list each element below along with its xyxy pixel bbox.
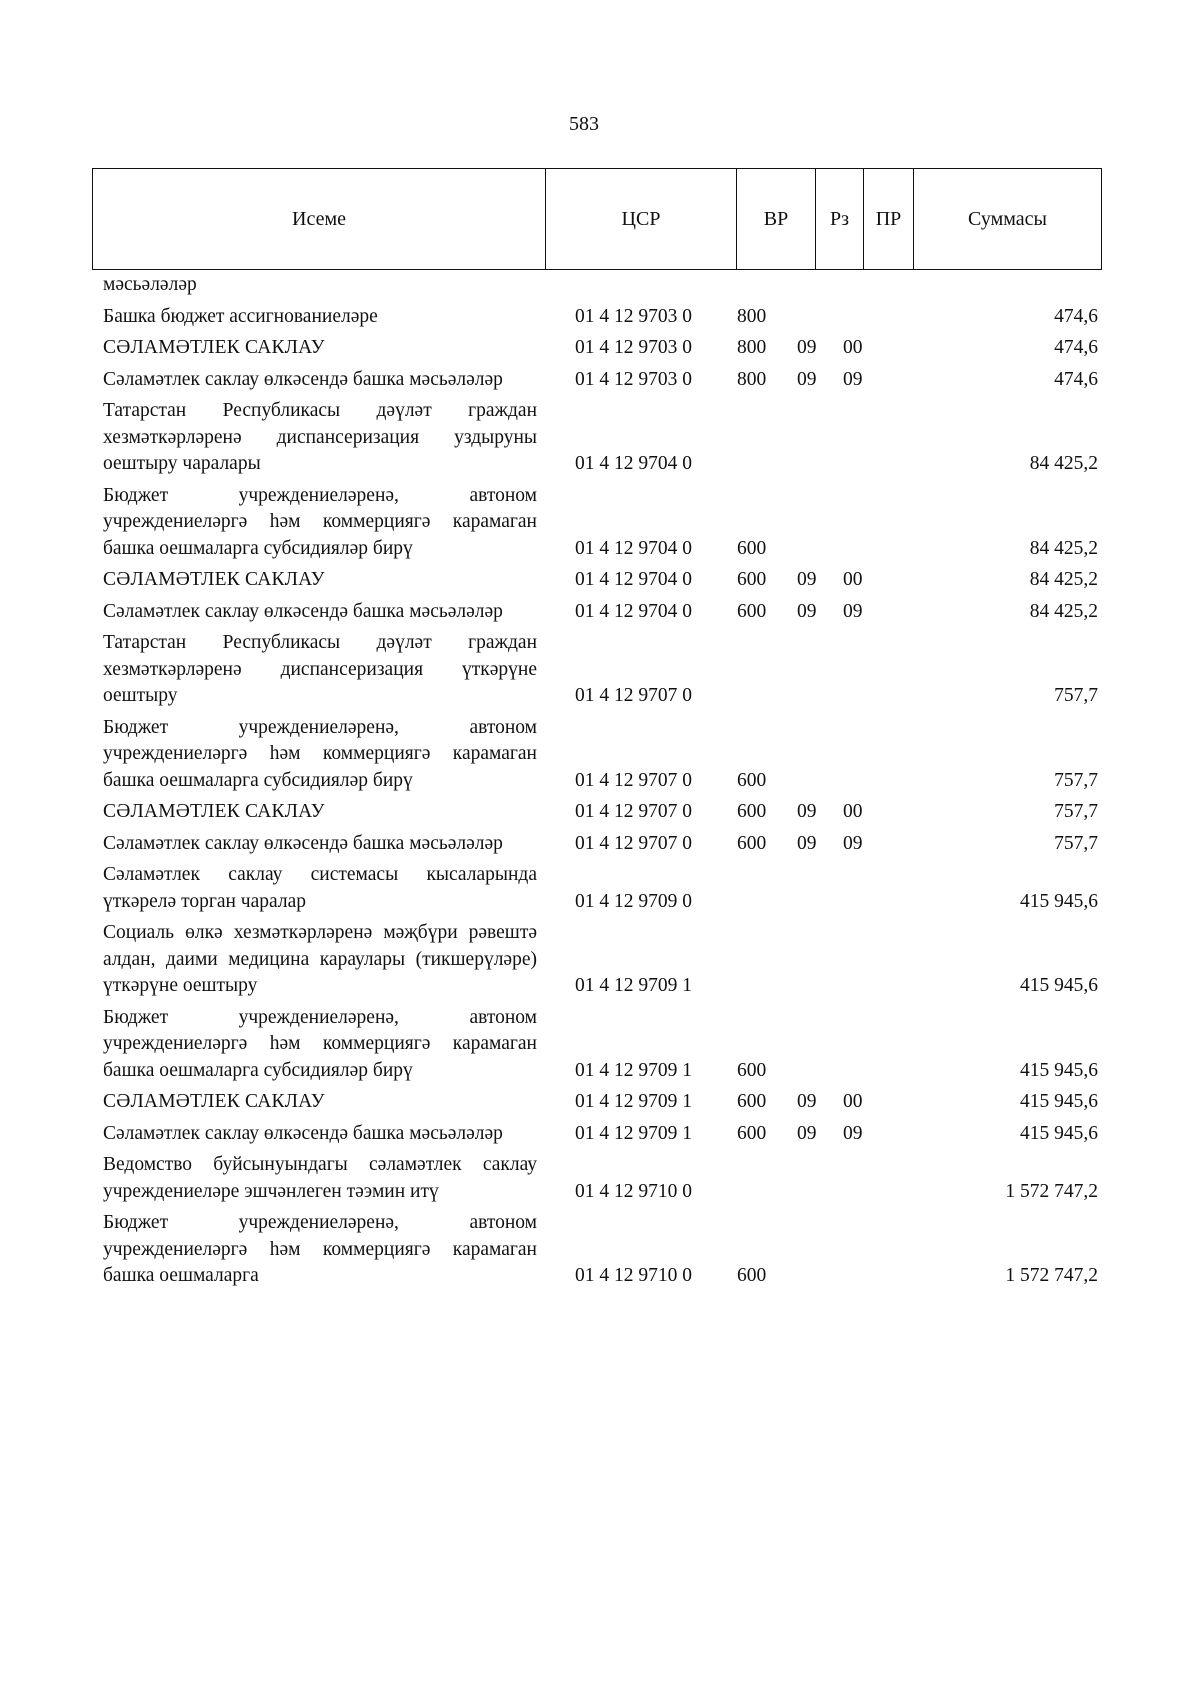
row-vr: 600 bbox=[737, 832, 767, 854]
row-rz: 09 bbox=[797, 1091, 817, 1112]
table-row bbox=[103, 715, 1098, 795]
row-name: Бюджет учреждениеләренә, автоном учреждениеләргә һәм коммерциягә карамаган башка оешмаларга bbox=[103, 1212, 537, 1286]
row-csr: 01 4 12 9709 1 bbox=[575, 1059, 692, 1081]
table-row bbox=[103, 1089, 1098, 1116]
row-vr: 600 bbox=[737, 1059, 767, 1081]
column-header-vr: ВР bbox=[737, 169, 816, 269]
row-sum: 757,7 bbox=[1054, 685, 1098, 706]
row-rz: 09 bbox=[797, 600, 817, 622]
row-sum: 474,6 bbox=[1054, 368, 1098, 390]
row-name: СӘЛАМӘТЛЕК САКЛАУ bbox=[103, 1091, 325, 1112]
row-name: СӘЛАМӘТЛЕК САКЛАУ bbox=[103, 801, 325, 822]
table-row bbox=[103, 1121, 1098, 1148]
row-rz: 09 bbox=[797, 368, 817, 390]
row-sum: 415 945,6 bbox=[1020, 890, 1098, 912]
row-csr: 01 4 12 9710 0 bbox=[575, 1180, 692, 1202]
row-name: Ведомство буйсынуындагы сәламәтлек саклау учреждениеләре эшчәнлеген тәэмин итү bbox=[103, 1154, 537, 1202]
table-row bbox=[103, 920, 1098, 1000]
row-name: СӘЛАМӘТЛЕК САКЛАУ bbox=[103, 337, 325, 358]
row-csr: 01 4 12 9709 1 bbox=[575, 1091, 692, 1112]
row-csr: 01 4 12 9704 0 bbox=[575, 600, 692, 622]
table-body bbox=[103, 272, 1098, 1295]
row-csr: 01 4 12 9703 0 bbox=[575, 337, 692, 358]
row-csr: 01 4 12 9704 0 bbox=[575, 537, 692, 559]
row-sum: 415 945,6 bbox=[1020, 1059, 1098, 1081]
row-vr: 800 bbox=[737, 368, 767, 390]
row-rz: 09 bbox=[797, 801, 817, 822]
row-name: Сәламәтлек саклау өлкәсендә башка мәсьәләләр bbox=[103, 832, 503, 854]
row-name: Татарстан Республикасы дәүләт граждан хезмәткәрләренә диспансеризация уздыруны оештыру чаралары bbox=[103, 400, 537, 474]
row-vr: 600 bbox=[737, 600, 767, 622]
row-csr: 01 4 12 9709 0 bbox=[575, 890, 692, 912]
row-sum: 415 945,6 bbox=[1020, 1122, 1098, 1144]
row-pr: 00 bbox=[843, 337, 863, 358]
row-csr: 01 4 12 9707 0 bbox=[575, 801, 692, 822]
table-row bbox=[103, 272, 1098, 299]
row-csr: 01 4 12 9710 0 bbox=[575, 1265, 692, 1286]
row-sum: 1 572 747,2 bbox=[1005, 1180, 1098, 1202]
row-rz: 09 bbox=[797, 832, 817, 854]
row-csr: 01 4 12 9704 0 bbox=[575, 453, 692, 474]
table-row bbox=[103, 799, 1098, 826]
row-name: Бюджет учреждениеләренә, автоном учреждениеләргә һәм коммерциягә карамаган башка оешмаларга субсидияләр бирү bbox=[103, 484, 537, 559]
row-vr: 600 bbox=[737, 769, 767, 791]
row-pr: 00 bbox=[843, 569, 863, 590]
row-rz: 09 bbox=[797, 1122, 817, 1144]
row-csr: 01 4 12 9703 0 bbox=[575, 305, 692, 327]
table-row bbox=[103, 1210, 1098, 1290]
row-name: Сәламәтлек саклау өлкәсендә башка мәсьәләләр bbox=[103, 368, 503, 390]
row-name: Социаль өлкә хезмәткәрләренә мәҗбүри рәвештә алдан, даими медицина караулары (тикшерүләре) үткәрүне оештыру bbox=[103, 922, 537, 996]
column-header-pr: ПР bbox=[864, 169, 914, 269]
row-sum: 84 425,2 bbox=[1029, 600, 1098, 622]
row-pr: 09 bbox=[843, 1122, 863, 1144]
row-pr: 00 bbox=[843, 801, 863, 822]
column-header-csr: ЦСР bbox=[546, 169, 737, 269]
table-row bbox=[103, 862, 1098, 915]
row-name: Сәламәтлек саклау өлкәсендә башка мәсьәләләр bbox=[103, 600, 503, 622]
table-row bbox=[103, 630, 1098, 710]
row-sum: 84 425,2 bbox=[1029, 453, 1098, 474]
row-vr: 600 bbox=[737, 569, 767, 590]
row-csr: 01 4 12 9709 1 bbox=[575, 975, 692, 996]
column-header-name: Исеме bbox=[93, 169, 546, 269]
row-csr: 01 4 12 9704 0 bbox=[575, 569, 692, 590]
row-name: СӘЛАМӘТЛЕК САКЛАУ bbox=[103, 569, 325, 590]
table-row bbox=[103, 831, 1098, 858]
table-row bbox=[103, 304, 1098, 331]
row-name: Бюджет учреждениеләренә, автоном учреждениеләргә һәм коммерциягә карамаган башка оешмаларга субсидияләр бирү bbox=[103, 716, 537, 791]
table-header bbox=[92, 168, 1102, 270]
row-pr: 09 bbox=[843, 832, 863, 854]
page-number: 583 bbox=[569, 113, 599, 135]
row-sum: 84 425,2 bbox=[1029, 537, 1098, 559]
column-header-sum: Суммасы bbox=[968, 207, 1047, 230]
row-name: Сәламәтлек саклау өлкәсендә башка мәсьәләләр bbox=[103, 1122, 503, 1144]
row-vr: 800 bbox=[737, 337, 767, 358]
table-row bbox=[103, 1152, 1098, 1205]
row-vr: 600 bbox=[737, 537, 767, 559]
row-sum: 474,6 bbox=[1054, 337, 1098, 358]
row-pr: 09 bbox=[843, 600, 863, 622]
row-vr: 600 bbox=[737, 1122, 767, 1144]
row-csr: 01 4 12 9707 0 bbox=[575, 685, 692, 706]
row-sum: 415 945,6 bbox=[1020, 1091, 1098, 1112]
row-sum: 757,7 bbox=[1054, 769, 1098, 791]
row-vr: 600 bbox=[737, 801, 767, 822]
table-row bbox=[103, 567, 1098, 594]
row-sum: 757,7 bbox=[1054, 801, 1098, 822]
row-name: Сәламәтлек саклау системасы кысаларында үткәрелә торган чаралар bbox=[103, 864, 537, 912]
row-sum: 415 945,6 bbox=[1020, 975, 1098, 996]
row-csr: 01 4 12 9707 0 bbox=[575, 832, 692, 854]
row-csr: 01 4 12 9709 1 bbox=[575, 1122, 692, 1144]
row-vr: 600 bbox=[737, 1091, 767, 1112]
row-sum: 84 425,2 bbox=[1029, 569, 1098, 590]
row-csr: 01 4 12 9703 0 bbox=[575, 368, 692, 390]
row-pr: 00 bbox=[843, 1091, 863, 1112]
row-name: мәсьәләләр bbox=[103, 274, 197, 295]
row-pr: 09 bbox=[843, 368, 863, 390]
row-csr: 01 4 12 9707 0 bbox=[575, 769, 692, 791]
row-name: Башка бюджет ассигнованиеләре bbox=[103, 305, 378, 327]
table-row bbox=[103, 483, 1098, 563]
table-row bbox=[103, 599, 1098, 626]
table-row bbox=[103, 398, 1098, 478]
row-sum: 1 572 747,2 bbox=[1005, 1265, 1098, 1286]
row-rz: 09 bbox=[797, 337, 817, 358]
table-row bbox=[103, 335, 1098, 362]
table-row bbox=[103, 367, 1098, 394]
row-sum: 474,6 bbox=[1054, 305, 1098, 327]
column-header-rz: Рз bbox=[816, 169, 864, 269]
row-vr: 800 bbox=[737, 305, 767, 327]
row-name: Татарстан Республикасы дәүләт граждан хезмәткәрләренә диспансеризация үткәрүне оештыру bbox=[103, 632, 537, 706]
row-vr: 600 bbox=[737, 1265, 767, 1286]
table-row bbox=[103, 1005, 1098, 1085]
row-rz: 09 bbox=[797, 569, 817, 590]
row-name: Бюджет учреждениеләренә, автоном учреждениеләргә һәм коммерциягә карамаган башка оешмаларга субсидияләр бирү bbox=[103, 1006, 537, 1081]
row-sum: 757,7 bbox=[1054, 832, 1098, 854]
